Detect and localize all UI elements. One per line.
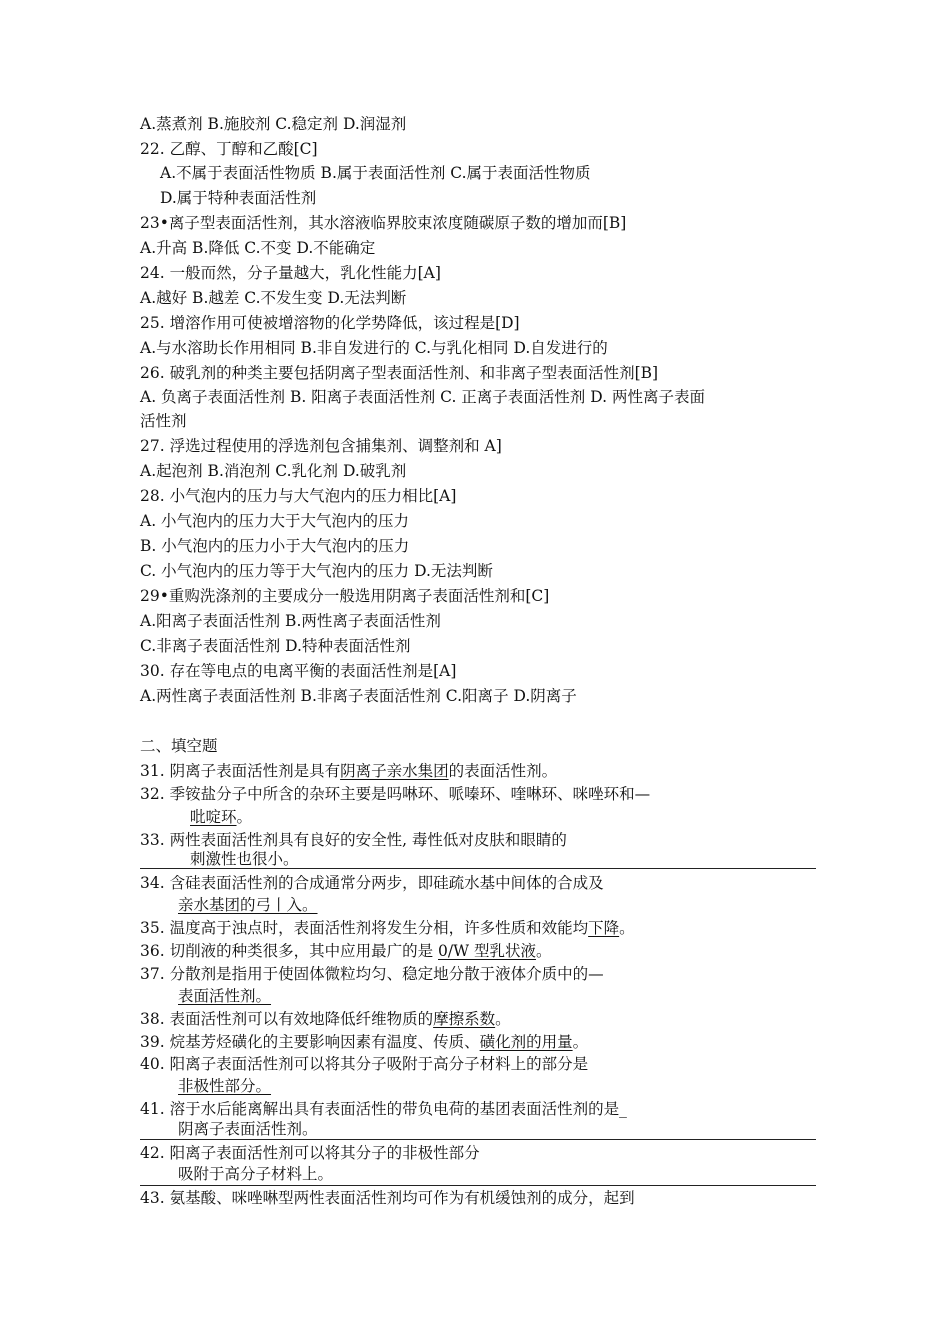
q33-answer-rule bbox=[140, 868, 816, 869]
q36-answer: 0/W 型乳状液 bbox=[438, 942, 536, 960]
q33-answer: 刺激性也很小。 bbox=[190, 850, 299, 868]
q30-options: A.两性离子表面活性剂 B.非离子表面活性剂 C.阳离子 D.阴离子 bbox=[140, 687, 577, 705]
q22-options-1: A.不属于表面活性物质 B.属于表面活性剂 C.属于表面活性物质 bbox=[160, 164, 591, 182]
q25-options: A.与水溶助长作用相同 B.非自发进行的 C.与乳化相同 D.自发进行的 bbox=[140, 339, 608, 357]
q38: 38. 表面活性剂可以有效地降低纤维物质的摩擦系数。 bbox=[140, 1010, 511, 1028]
q38-answer: 摩擦系数 bbox=[433, 1010, 496, 1028]
q32-answer-line: 吡啶环。 bbox=[190, 808, 253, 826]
q42-answer: 吸附于高分子材料上。 bbox=[178, 1165, 334, 1183]
q28-stem: 28. 小气泡内的压力与大气泡内的压力相比[A] bbox=[140, 487, 457, 505]
q26-stem: 26. 破乳剂的种类主要包括阴离子型表面活性剂、和非离子型表面活性剂[B] bbox=[140, 364, 659, 382]
q26-options-2: 活性剂 bbox=[140, 412, 187, 430]
q27-stem: 27. 浮选过程使用的浮选剂包含捕集剂、调整剂和 A] bbox=[140, 437, 502, 455]
q29-options-2: C.非离子表面活性剂 D.特种表面活性剂 bbox=[140, 637, 411, 655]
q28-option-b: B. 小气泡内的压力小于大气泡内的压力 bbox=[140, 537, 410, 555]
q22-stem: 22. 乙醇、丁醇和乙酸[C] bbox=[140, 140, 318, 158]
q28-option-a: A. 小气泡内的压力大于大气泡内的压力 bbox=[140, 512, 410, 530]
q33: 33. 两性表面活性剂具有良好的安全性, 毒性低对皮肤和眼睛的 bbox=[140, 831, 567, 849]
q35: 35. 温度高于浊点时，表面活性剂将发生分相，许多性质和效能均下降。 bbox=[140, 919, 635, 937]
q31-answer: 阴离子亲水集团 bbox=[340, 762, 449, 780]
q40-answer-line bbox=[178, 1075, 271, 1097]
q24-options: A.越好 B.越差 C.不发生变 D.无法判断 bbox=[140, 289, 407, 307]
q32-answer: 吡啶环 bbox=[190, 808, 237, 826]
q37: 37. 分散剂是指用于使固体微粒均匀、稳定地分散于液体介质中的— bbox=[140, 965, 604, 983]
q41: 41. 溶于水后能离解出具有表面活性的带负电荷的基团表面活性剂的是_ bbox=[140, 1100, 627, 1118]
q27-options: A.起泡剂 B.消泡剂 C.乳化剂 D.破乳剂 bbox=[140, 462, 407, 480]
q30-stem: 30. 存在等电点的电离平衡的表面活性剂是[A] bbox=[140, 662, 457, 680]
q29-options-1: A.阳离子表面活性剂 B.两性离子表面活性剂 bbox=[140, 612, 441, 630]
q29-stem: 29•重购洗涤剂的主要成分一般选用阴离子表面活性剂和[C] bbox=[140, 587, 550, 605]
q23-stem: 23•离子型表面活性剂，其水溶液临界胶束浓度随碳原子数的增加而[B] bbox=[140, 214, 627, 232]
q28-option-c: C. 小气泡内的压力等于大气泡内的压力 D.无法判断 bbox=[140, 562, 493, 580]
q35-answer: 下降 bbox=[588, 919, 620, 937]
q22-options-2: D.属于特种表面活性剂 bbox=[160, 189, 317, 207]
q34-answer: 亲水基团的弓丨入。 bbox=[178, 896, 318, 914]
q26-options-1: A. 负离子表面活性剂 B. 阳离子表面活性剂 C. 正离子表面活性剂 D. 两性离子表面 bbox=[140, 388, 705, 406]
q32: 32. 季铵盐分子中所含的杂环主要是吗啉环、哌嗪环、喹啉环、咪唑环和— bbox=[140, 785, 651, 803]
q21-options: A.蒸煮剂 B.施胶剂 C.稳定剂 D.润湿剂 bbox=[140, 115, 407, 133]
q24-stem: 24. 一般而然，分子量越大，乳化性能力[A] bbox=[140, 264, 441, 282]
q31: 31. 阴离子表面活性剂是具有阴离子亲水集团的表面活性剂。 bbox=[140, 762, 558, 780]
q39-answer: 磺化剂的用量 bbox=[479, 1033, 573, 1051]
q34: 34. 含硅表面活性剂的合成通常分两步，即硅疏水基中间体的合成及 bbox=[140, 874, 604, 892]
q39: 39. 烷基芳烃磺化的主要影响因素有温度、传质、磺化剂的用量。 bbox=[140, 1033, 589, 1051]
q43: 43. 氨基酸、咪唑啉型两性表面活性剂均可作为有机缓蚀剂的成分，起到 bbox=[140, 1189, 635, 1207]
q40-answer: 非极性部分。 bbox=[178, 1077, 272, 1095]
section-heading: 二、填空题 bbox=[140, 737, 218, 755]
q25-stem: 25. 增溶作用可使被增溶物的化学势降低，该过程是[D] bbox=[140, 314, 520, 332]
q23-options: A.升高 B.降低 C.不变 D.不能确定 bbox=[140, 239, 376, 257]
q42: 42. 阳离子表面活性剂可以将其分子的非极性部分 bbox=[140, 1144, 480, 1162]
q37-answer: 表面活性剂。 bbox=[178, 987, 272, 1005]
q36: 36. 切削液的种类很多，其中应用最广的是 0/W 型乳状液。 bbox=[140, 942, 552, 960]
q42-answer-rule bbox=[140, 1185, 816, 1186]
q40: 40. 阳离子表面活性剂可以将其分子吸附于高分子材料上的部分是 bbox=[140, 1055, 589, 1073]
q41-answer-rule bbox=[140, 1139, 816, 1140]
q37-answer-line bbox=[178, 985, 271, 1007]
q41-answer: 阴离子表面活性剂。 bbox=[178, 1120, 318, 1138]
q34-answer-line bbox=[178, 894, 318, 916]
